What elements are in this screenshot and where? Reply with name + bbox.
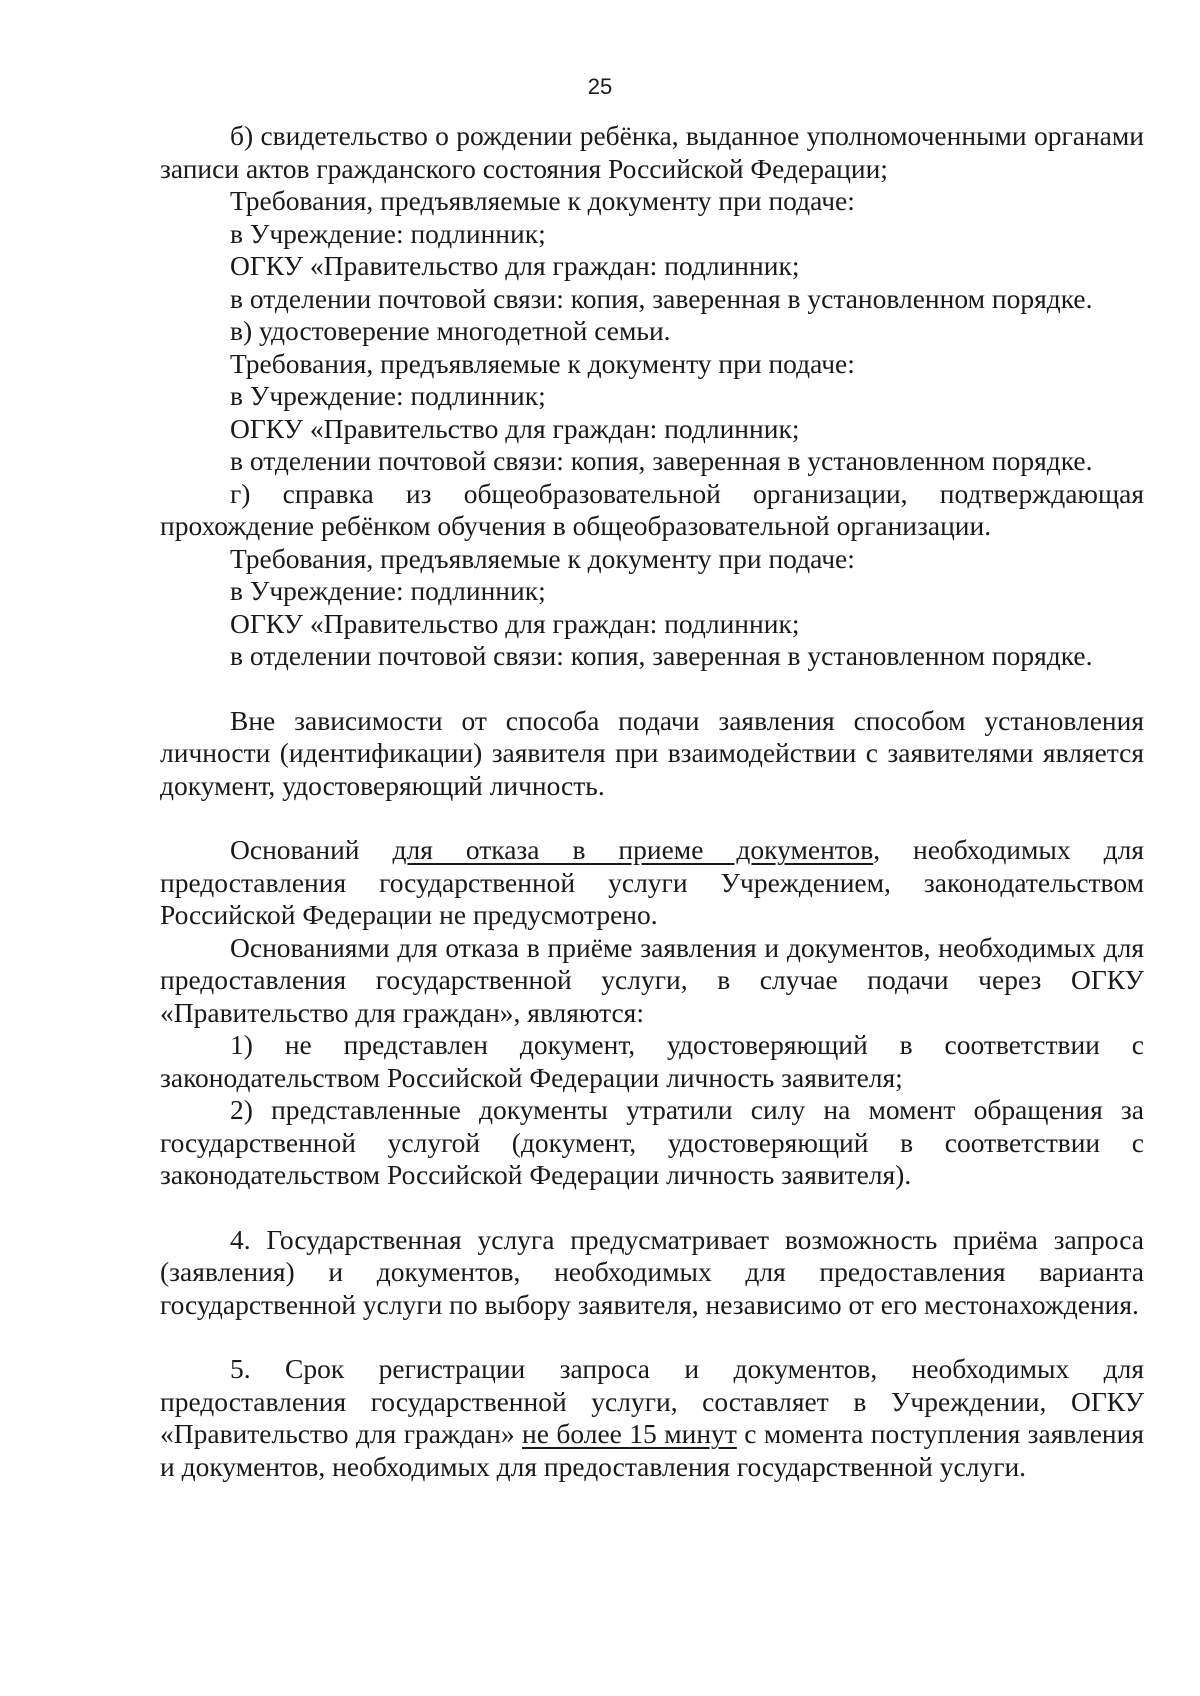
item-v-large-family-certificate: в) удостоверение многодетной семьи.	[230, 315, 671, 346]
item-g-school-certificate: г) справка из общеобразовательной организации, подтверждающая прохождение ребёнком обучения в общеобразовательной организации.	[160, 477, 1144, 541]
refusal-institution-paragraph	[160, 834, 1144, 932]
point-5-text-end: с момента поступления заявления и документов, необходимых для предоставления государственной услуги.	[160, 1418, 1145, 1482]
requirement-institution: в Учреждение: подлинник;	[230, 380, 546, 411]
requirement-institution: в Учреждение: подлинник;	[230, 575, 546, 606]
paragraph-gap	[160, 802, 1144, 834]
requirement-post-office: в отделении почтовой связи: копия, заверенная в установленном порядке.	[230, 282, 1093, 314]
requirement-ogku: ОГКУ «Правительство для граждан: подлинник;	[230, 607, 800, 639]
point-5-paragraph	[160, 1353, 1144, 1483]
refusal-reason-1: 1) не представлен документ, удостоверяющий в соответствии с законодательством Российской Федерации личность заявителя;	[160, 1029, 1144, 1093]
requirement-institution: в Учреждение: подлинник;	[230, 217, 546, 249]
refusal-underlined-phrase: для отказа в приеме документов	[392, 834, 874, 865]
point-4-paragraph: 4. Государственная услуга предусматривает возможность приёма запроса (заявления) и документов, необходимых для предоставления варианта государственной услуги по выбору заявителя, независимо от его местонахождения.	[160, 1223, 1144, 1320]
point-5-underlined-time: не более 15 минут	[522, 1418, 737, 1449]
document-body	[160, 120, 1144, 1483]
refusal-ogku-paragraph: Основаниями для отказа в приёме заявления и документов, необходимых для предоставления государственной услуги, в случае подачи через ОГКУ «Правительство для граждан», являются:	[160, 931, 1144, 1028]
paragraph-gap	[160, 673, 1144, 705]
requirement-ogku: ОГКУ «Правительство для граждан: подлинник;	[230, 250, 800, 281]
point-5-text-start: 5. Срок регистрации запроса и документов, необходимых для предоставления государственной услуги, составляет в Учреждении, ОГКУ «Правительство для граждан»	[160, 1353, 1144, 1449]
item-b-birth-certificate: б) свидетельство о рождении ребёнка, выданное уполномоченными органами записи актов гражданского состояния Российской Федерации;	[160, 120, 1144, 184]
requirements-title: Требования, предъявляемые к документу при подаче:	[230, 542, 855, 574]
requirement-post-office: в отделении почтовой связи: копия, заверенная в установленном порядке.	[230, 640, 1093, 671]
paragraph-gap	[160, 1192, 1144, 1224]
requirement-ogku: ОГКУ «Правительство для граждан: подлинник;	[230, 412, 800, 444]
refusal-reason-2: 2) представленные документы утратили силу на момент обращения за государственной услугой (документ, удостоверяющий в соответствии с законодательством Российской Федерации личность заявителя).	[160, 1094, 1144, 1190]
requirements-title: Требования, предъявляемые к документу при подаче:	[230, 347, 855, 379]
paragraph-gap	[160, 1321, 1144, 1353]
page-number: 25	[587, 74, 613, 99]
refusal-text-end: , необходимых для предоставления государственной услуги Учреждением, законодательством Российской Федерации не предусмотрено.	[160, 834, 1144, 930]
identification-paragraph: Вне зависимости от способа подачи заявления способом установления личности (идентификации) заявителя при взаимодействии с заявителями является документ, удостоверяющий личность.	[160, 704, 1144, 801]
refusal-text-start: Оснований	[230, 834, 393, 865]
requirement-post-office: в отделении почтовой связи: копия, заверенная в установленном порядке.	[230, 445, 1093, 476]
requirements-title: Требования, предъявляемые к документу при подаче:	[230, 185, 855, 216]
